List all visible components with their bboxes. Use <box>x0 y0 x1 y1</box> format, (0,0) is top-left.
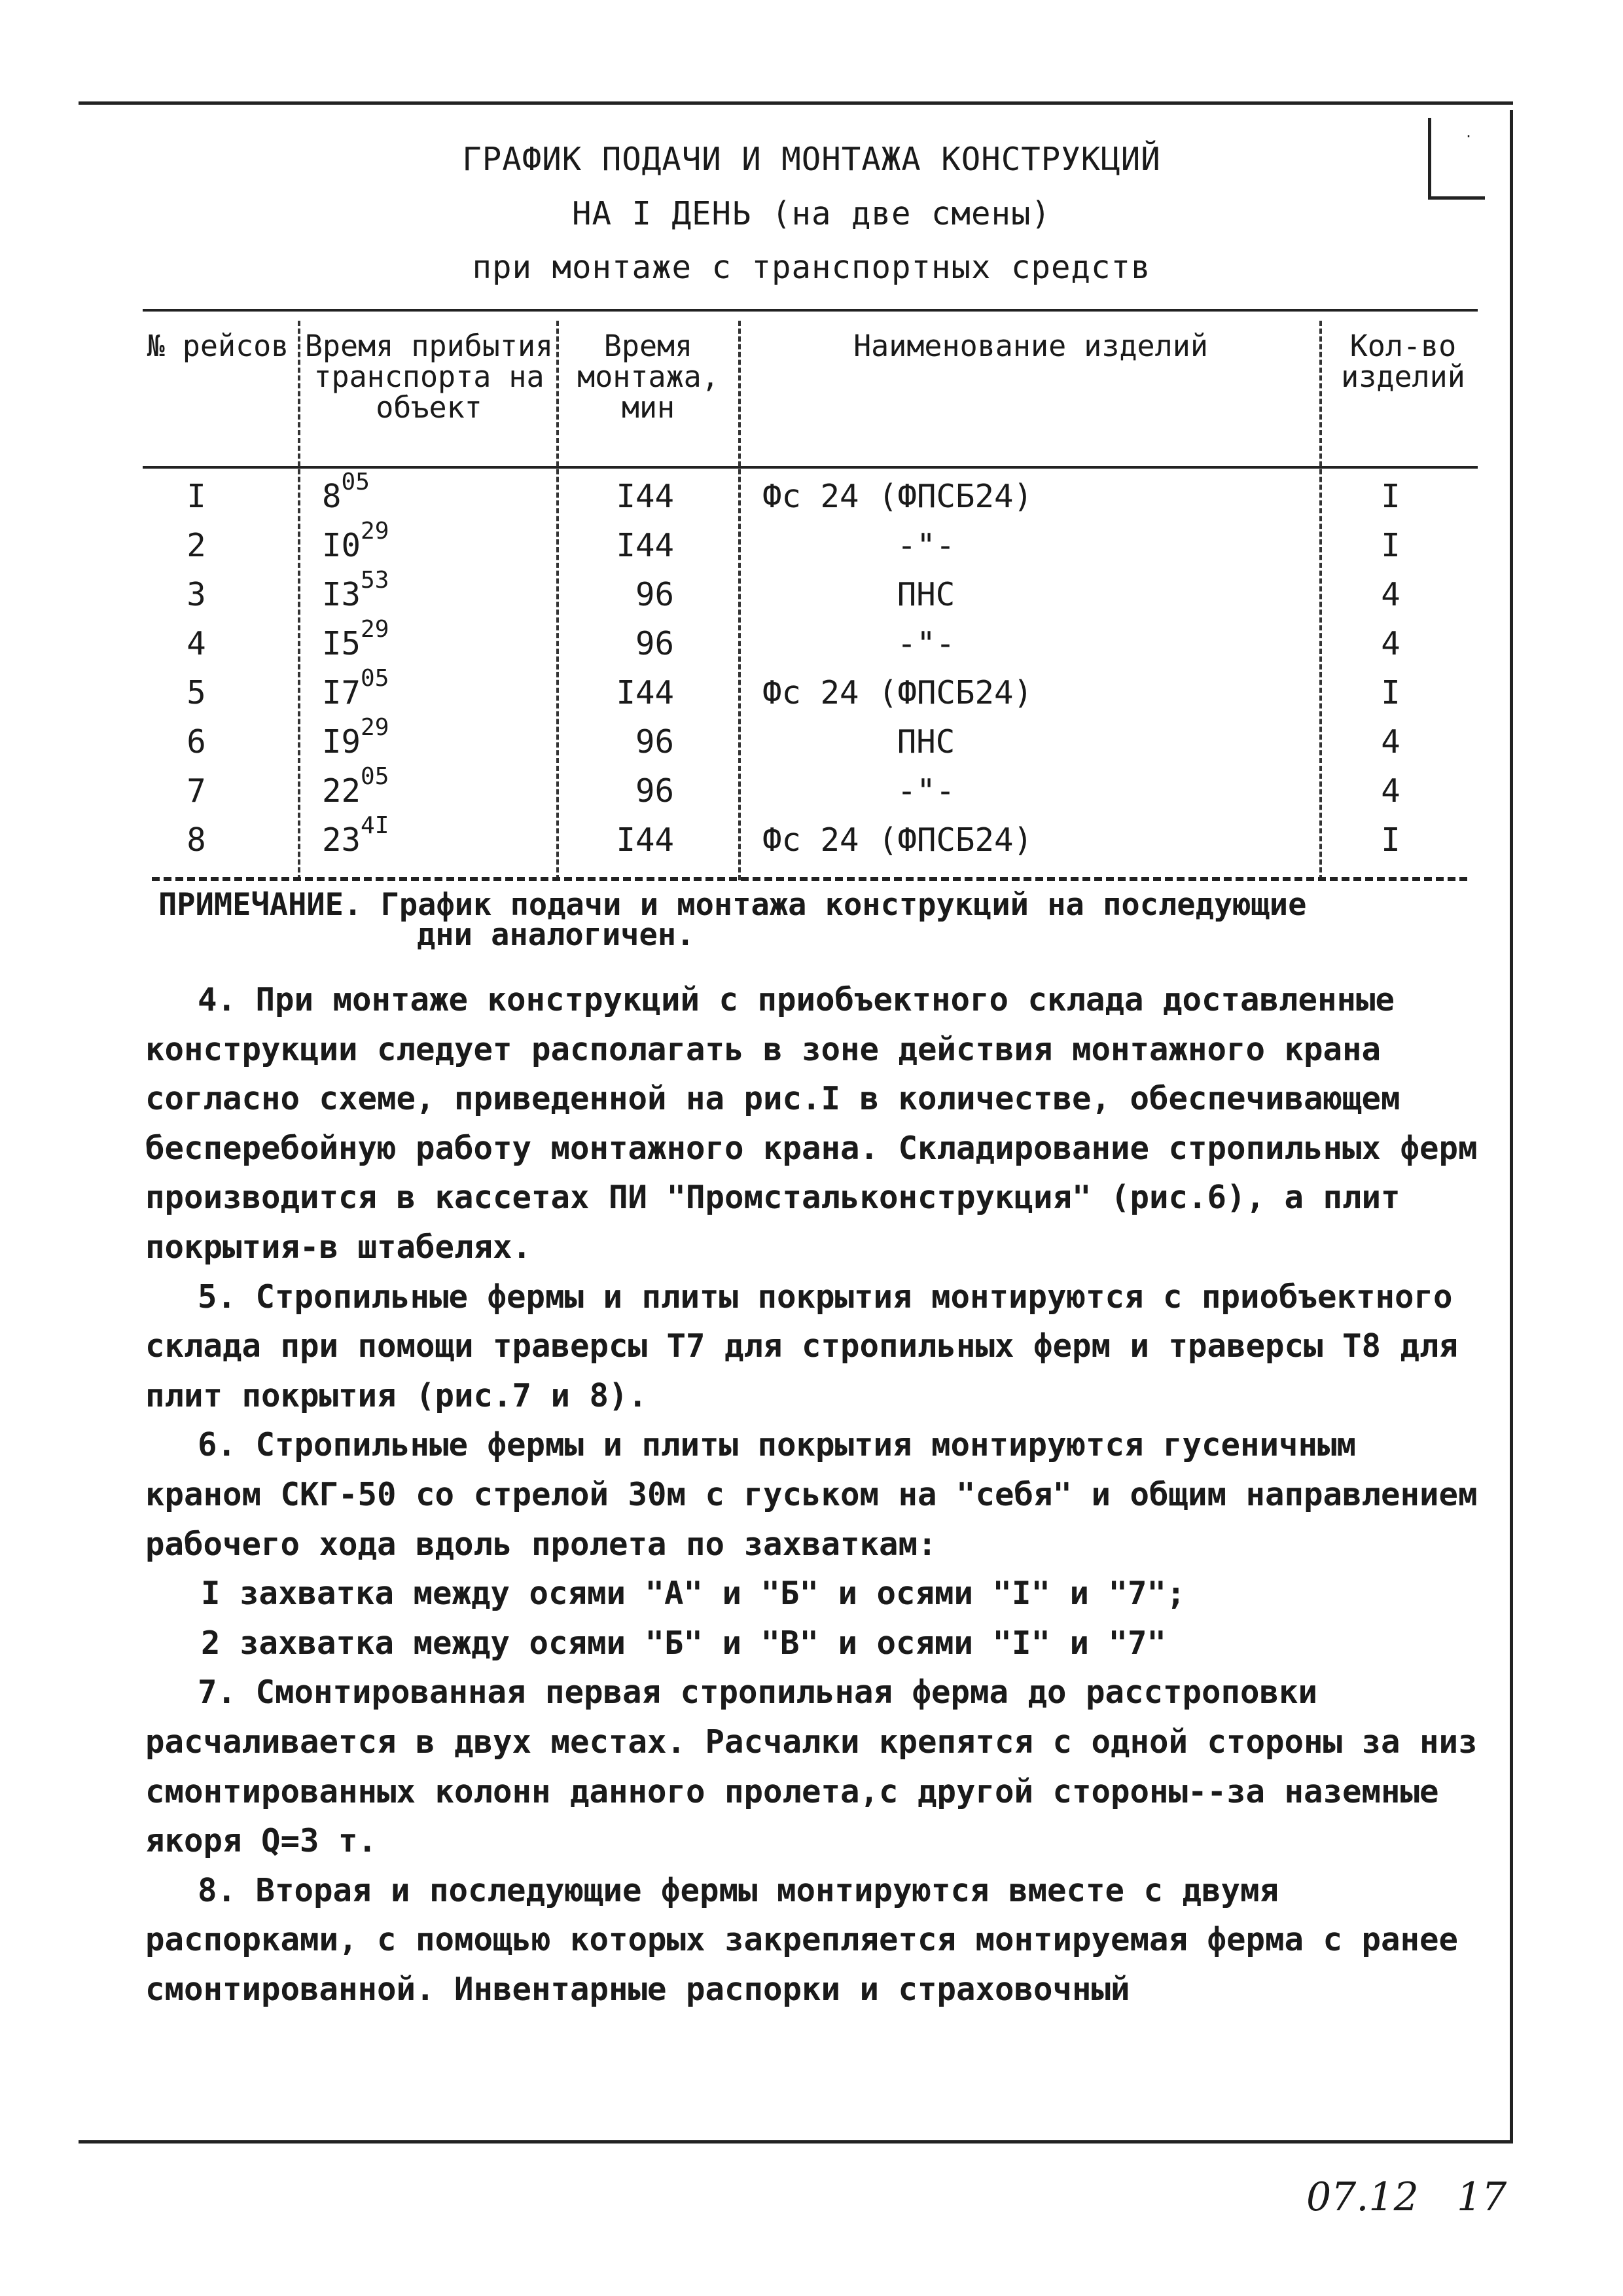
item-name: Фс 24 (ФПСБ24) <box>762 674 1033 711</box>
sheet-code: 07.12 <box>1306 2174 1419 2220</box>
table-row <box>0 518 1623 576</box>
note-line-1 <box>158 887 1480 923</box>
arrival-time: $I0^{29}$ <box>322 518 389 564</box>
zone-item-1: I захватка между осями "А" и "Б" и осями "I" и "7"; <box>201 1575 1186 1613</box>
item-name: Фс 24 (ФПСБ24) <box>762 821 1033 859</box>
arrival-time: $I3^{53}$ <box>322 567 389 613</box>
item-name: ПНС <box>897 723 955 761</box>
item-name: ПНС <box>897 576 955 613</box>
mount-minutes: I44 <box>616 821 674 859</box>
trip-number: 4 <box>187 625 206 662</box>
mount-minutes: I44 <box>616 478 674 515</box>
header-item-name: Наименование изделий <box>853 329 1208 363</box>
arrival-time: $I9^{29}$ <box>322 714 389 761</box>
mount-minutes: 96 <box>635 772 674 810</box>
trip-number: 7 <box>187 772 206 810</box>
page-number: 17 <box>1457 2174 1507 2220</box>
trip-number: 6 <box>187 723 206 761</box>
paragraph-7: 7. Смонтированная первая стропильная ферма до расстроповки расчаливается в двух местах. Расчалки крепятся с одной стороны за низ смонтированных колонн данного пролета,с другой стороны--за наземные якоря Q=3 т. <box>145 1674 1478 1860</box>
item-qty: 4 <box>1381 576 1400 613</box>
table-row <box>0 665 1623 723</box>
item-qty: 4 <box>1381 625 1400 662</box>
right-frame-rule <box>1510 110 1513 2144</box>
table-top-rule <box>143 309 1478 312</box>
mount-minutes: 96 <box>635 576 674 613</box>
zone-item-2: 2 захватка между осями "Б" и "В" и осями "I" и "7" <box>201 1624 1167 1662</box>
item-name: -"- <box>897 772 955 810</box>
item-name: -"- <box>897 527 955 564</box>
title-line-2: НА I ДЕНЬ (на две смены) <box>571 195 1051 232</box>
item-qty: I <box>1381 821 1400 859</box>
trip-number: 5 <box>187 674 206 711</box>
table-note <box>158 887 1480 953</box>
table-bottom-dashed-rule <box>152 877 1467 881</box>
header-trip-number: № рейсов <box>147 329 289 363</box>
trip-number: 2 <box>187 527 206 564</box>
arrival-time: $22^{05}$ <box>322 763 389 810</box>
mount-minutes: 96 <box>635 625 674 662</box>
item-qty: I <box>1381 674 1400 711</box>
body-text <box>145 975 1487 2014</box>
note-label: ПРИМЕЧАНИЕ. <box>158 887 363 923</box>
table-row <box>0 616 1623 674</box>
header-mount-time: Время монтажа, мин <box>577 329 719 425</box>
stamp-corner-dot: · <box>1465 128 1473 144</box>
title-line-3: при монтаже с транспортных средств <box>472 249 1151 286</box>
paragraph-6: 6. Стропильные фермы и плиты покрытия монтируются гусеничным краном СКГ-50 со стрелой 30м с гуськом на "себя" и общим направлением рабочего хода вдоль пролета по захваткам: <box>145 1426 1478 1563</box>
table-row <box>0 714 1623 772</box>
note-text-1: График подачи и монтажа конструкций на последующие <box>380 887 1307 923</box>
paragraph-8: 8. Вторая и последующие фермы монтируются вместе с двумя распорками, с помощью которых закрепляется монтируемая ферма с ранее смонтированной. Инвентарные распорки и страховочный <box>145 1871 1459 2008</box>
header-item-qty: Кол-во изделий <box>1341 329 1465 394</box>
paragraph-5: 5. Стропильные фермы и плиты покрытия монтируются с приобъектного склада при помощи траверсы Т7 для стропильных ферм и траверсы Т8 для плит покрытия (рис.7 и 8). <box>145 1278 1459 1414</box>
table-row <box>0 567 1623 625</box>
mount-minutes: I44 <box>616 527 674 564</box>
item-name: Фс 24 (ФПСБ24) <box>762 478 1033 515</box>
item-qty: I <box>1381 478 1400 515</box>
item-qty: I <box>1381 527 1400 564</box>
trip-number: 3 <box>187 576 206 613</box>
table-row <box>0 469 1623 527</box>
paragraph-4: 4. При монтаже конструкций с приобъектного склада доставленные конструкции следует располагать в зоне действия монтажного крана согласно схеме, приведенной на рис.I в количестве, обеспечивающем бесперебойную работу монтажного крана. Складирование стропильных ферм производится в кассетах ПИ "Промстальконструкция" (рис.6), а плит покрытия-в штабелях. <box>145 981 1478 1266</box>
title-line-1: ГРАФИК ПОДАЧИ И МОНТАЖА КОНСТРУКЦИЙ <box>462 141 1161 178</box>
item-name: -"- <box>897 625 955 662</box>
item-qty: 4 <box>1381 723 1400 761</box>
arrival-time: $23^{4I}$ <box>322 812 389 859</box>
arrival-time: $8^{05}$ <box>322 469 370 515</box>
trip-number: I <box>187 478 206 515</box>
trip-number: 8 <box>187 821 206 859</box>
header-arrival-time: Время прибытия транспорта на объект <box>304 329 554 425</box>
arrival-time: $I5^{29}$ <box>322 616 389 662</box>
bottom-frame-rule <box>79 2140 1513 2144</box>
item-qty: 4 <box>1381 772 1400 810</box>
arrival-time: $I7^{05}$ <box>322 665 389 711</box>
table-row <box>0 763 1623 821</box>
mount-minutes: 96 <box>635 723 674 761</box>
table-row <box>0 812 1623 870</box>
top-frame-rule <box>79 101 1513 105</box>
note-text-2: дни аналогичен. <box>417 917 695 953</box>
mount-minutes: I44 <box>616 674 674 711</box>
